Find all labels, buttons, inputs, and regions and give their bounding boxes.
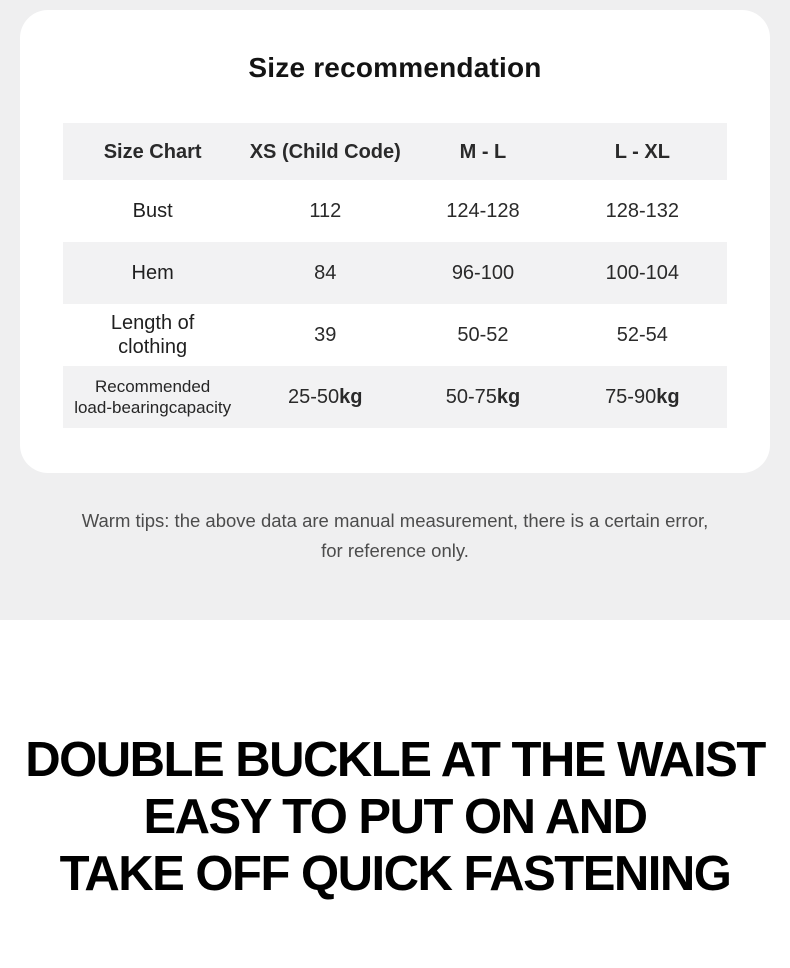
- headline-line: EASY TO PUT ON AND: [143, 790, 647, 844]
- warm-tips-line: for reference only.: [321, 540, 469, 561]
- cell-value: 50-52: [457, 324, 509, 346]
- row-label: Bust: [132, 200, 173, 222]
- header-cell-xs: XS (Child Code): [249, 140, 401, 163]
- headline-line: DOUBLE BUCKLE AT THE WAIST: [25, 733, 765, 787]
- cell-value: 112: [309, 200, 342, 222]
- header-cell-size-chart: Size Chart: [103, 140, 202, 163]
- cell-value: 100-104: [605, 262, 680, 284]
- row-label: Hem: [131, 262, 174, 284]
- cell-unit: kg: [339, 386, 363, 408]
- cell-value: 96-100: [451, 262, 515, 284]
- row-label-line: Recommended: [94, 377, 211, 396]
- header-cell-m-l: M - L: [459, 140, 507, 163]
- feature-headline: [0, 620, 790, 903]
- cell-number: 75-90: [605, 386, 657, 408]
- table-row-length: [63, 304, 727, 366]
- card-title: Size recommendation: [248, 52, 542, 83]
- headline-line: TAKE OFF QUICK FASTENING: [59, 847, 731, 901]
- size-recommendation-card: [20, 10, 770, 473]
- header-cell-l-xl: L - XL: [614, 140, 670, 163]
- cell-unit: kg: [656, 386, 680, 408]
- cell-value: 52-54: [616, 324, 668, 346]
- cell-value: [242, 385, 408, 409]
- size-chart-table: [63, 123, 727, 428]
- table-row-load-capacity: [63, 366, 727, 428]
- row-label: [63, 311, 242, 359]
- warm-tips-note: [0, 506, 790, 566]
- cell-value: [558, 385, 727, 409]
- feature-headline-section: [0, 620, 790, 968]
- cell-number: 25-50: [288, 386, 340, 408]
- cell-value: [408, 385, 557, 409]
- cell-value: 124-128: [446, 200, 520, 222]
- row-label-line: clothing: [118, 336, 188, 358]
- cell-number: 50-75: [445, 386, 497, 408]
- cell-value: 84: [314, 262, 337, 284]
- table-header-row: [63, 123, 727, 180]
- cell-value: 39: [314, 324, 337, 346]
- row-label-line: load-bearingcapacity: [74, 398, 232, 417]
- table-row-hem: [63, 242, 727, 304]
- table-row-bust: [63, 180, 727, 242]
- cell-value: 128-132: [605, 200, 680, 222]
- cell-unit: kg: [496, 386, 521, 408]
- row-label-line: Length of: [110, 312, 195, 334]
- warm-tips-line: Warm tips: the above data are manual measurement, there is a certain error,: [81, 510, 709, 531]
- row-label: [63, 376, 242, 418]
